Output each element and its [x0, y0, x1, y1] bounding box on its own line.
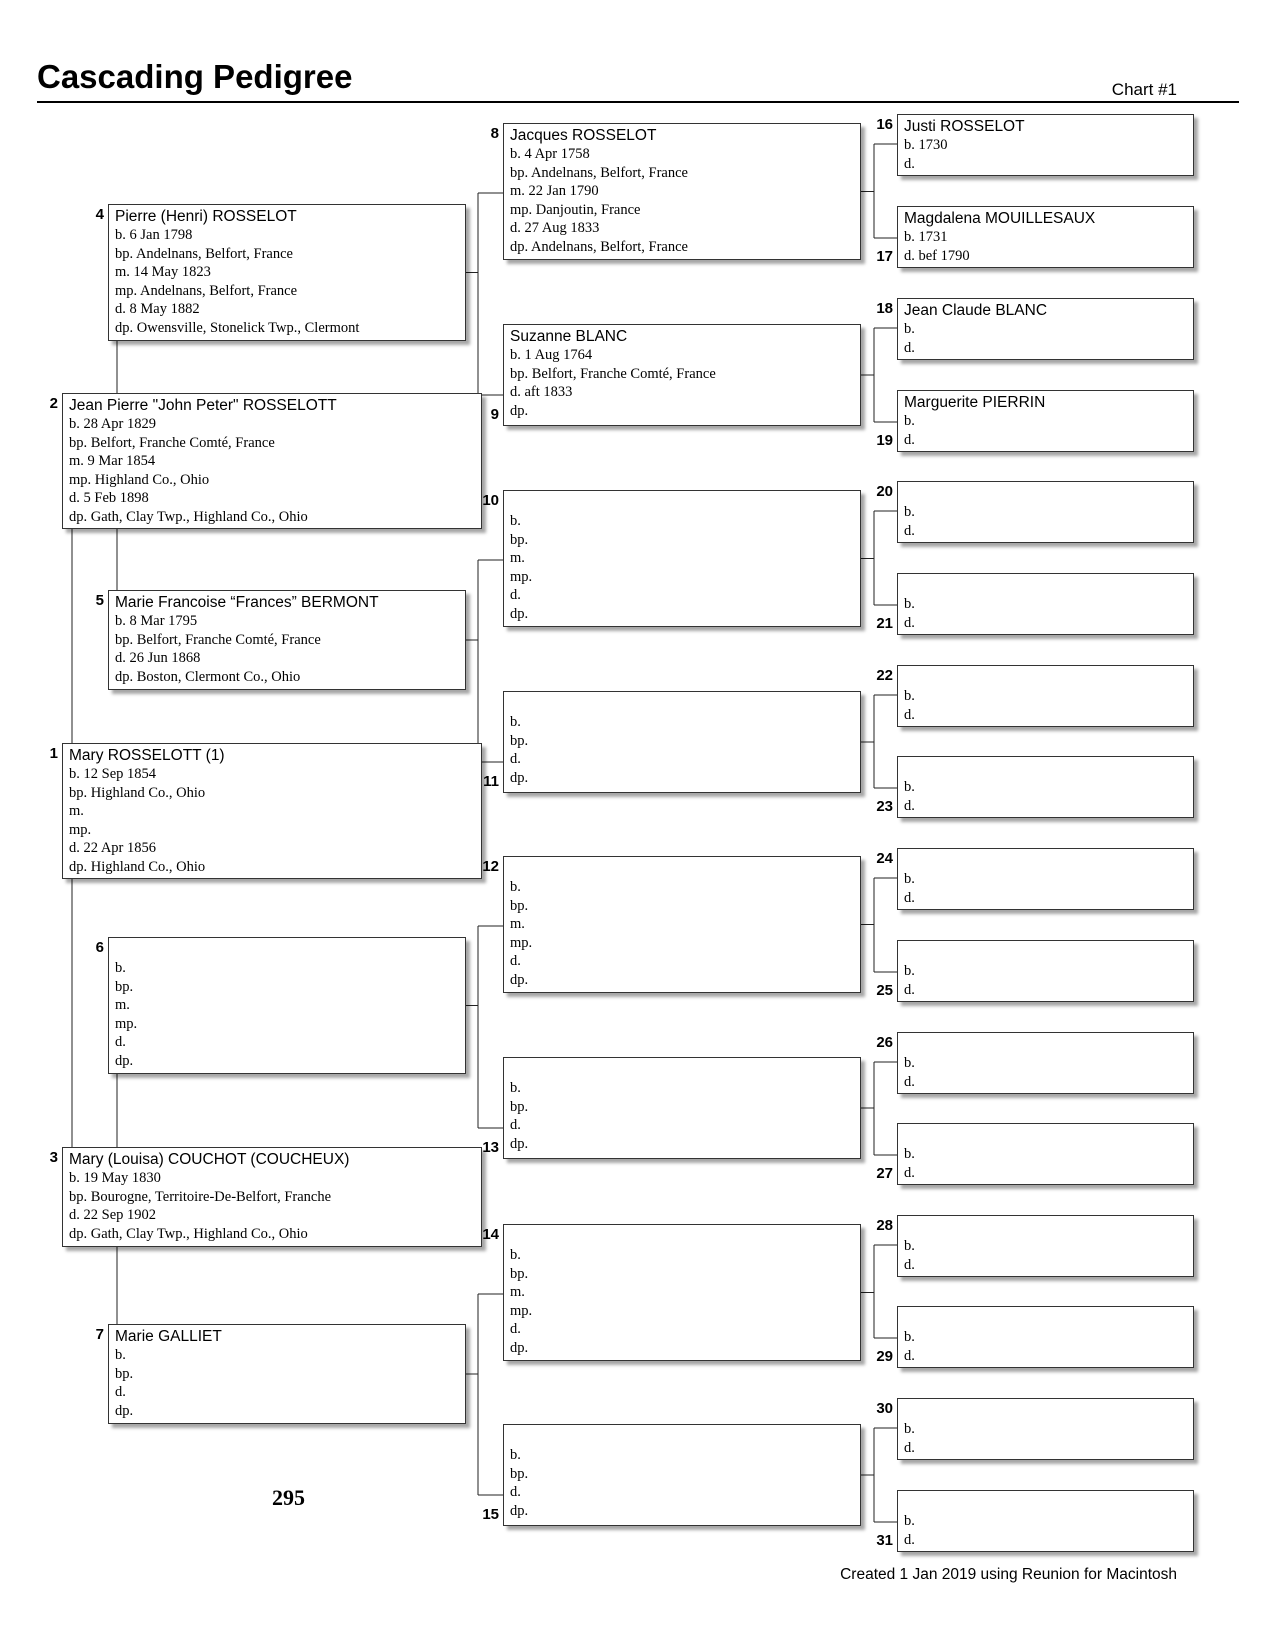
- person-fact: m.: [69, 803, 84, 820]
- person-fact: d.: [115, 1034, 126, 1051]
- person-fact: b.: [904, 779, 915, 795]
- person-fact: dp. Boston, Clermont Co., Ohio: [115, 668, 301, 685]
- person-fact: d.: [904, 1439, 915, 1456]
- person-fact: d.: [510, 1321, 521, 1338]
- person-fact: bp. Belfort, Franche Comté, France: [510, 365, 716, 382]
- person-box-14: [503, 1224, 861, 1361]
- person-fact: mp.: [115, 1015, 138, 1032]
- person-fact: bp. Highland Co., Ohio: [69, 784, 206, 801]
- person-name: Mary (Louisa) COUCHOT (COUCHEUX): [69, 1151, 350, 1168]
- person-fact: d.: [904, 797, 915, 814]
- person-fact: d.: [904, 614, 915, 631]
- person-fact: dp. Andelnans, Belfort, France: [510, 238, 688, 255]
- person-fact: d.: [510, 1484, 521, 1501]
- person-fact: b.: [115, 960, 126, 976]
- person-fact: d.: [904, 522, 915, 539]
- person-box-27: [897, 1123, 1194, 1185]
- person-box-15: [503, 1424, 861, 1526]
- person-box-7: [108, 1324, 466, 1424]
- person-number: 26: [876, 1034, 893, 1051]
- person-fact: b. 4 Apr 1758: [510, 146, 590, 162]
- person-number: 29: [876, 1348, 893, 1365]
- person-fact: dp. Highland Co., Ohio: [69, 858, 206, 875]
- person-fact: b. 1730: [904, 137, 948, 153]
- person-box-9: [503, 324, 861, 426]
- person-fact: d.: [904, 1347, 915, 1364]
- person-fact: d.: [904, 1073, 915, 1090]
- person-box-26: [897, 1032, 1194, 1094]
- person-fact: b. 6 Jan 1798: [115, 227, 193, 243]
- person-fact: bp. Bourogne, Territoire-De-Belfort, Franche: [69, 1188, 332, 1205]
- person-number: 15: [482, 1506, 499, 1523]
- person-box-21: [897, 573, 1194, 635]
- person-fact: bp. Belfort, Franche Comté, France: [69, 434, 275, 451]
- person-fact: d. 8 May 1882: [115, 301, 200, 318]
- person-box-10: [503, 490, 861, 627]
- person-fact: dp.: [510, 402, 529, 419]
- footer-credit: Created 1 Jan 2019 using Reunion for Macintosh: [840, 1566, 1177, 1583]
- person-fact: b.: [510, 879, 521, 895]
- person-fact: d.: [904, 1256, 915, 1273]
- person-fact: bp.: [510, 732, 529, 749]
- person-box-3: [62, 1147, 482, 1247]
- person-name: Jacques ROSSELOT: [510, 127, 657, 144]
- page-title: Cascading Pedigree: [37, 58, 353, 95]
- person-box-24: [897, 848, 1194, 910]
- person-fact: d.: [115, 1384, 126, 1401]
- person-name: [510, 1227, 854, 1246]
- person-fact: m.: [510, 916, 525, 933]
- person-fact: b.: [904, 871, 915, 887]
- person-box-5: [108, 590, 466, 690]
- person-fact: bp.: [510, 1465, 529, 1482]
- page-number: 295: [272, 1485, 305, 1510]
- person-fact: bp.: [510, 897, 529, 914]
- person-fact: b.: [904, 596, 915, 612]
- person-fact: dp.: [115, 1402, 134, 1419]
- person-name: [904, 668, 1187, 687]
- person-fact: bp.: [510, 531, 529, 548]
- person-box-23: [897, 756, 1194, 818]
- person-fact: bp.: [510, 1265, 529, 1282]
- person-name: [510, 694, 854, 713]
- person-number: 21: [876, 615, 893, 632]
- person-fact: b.: [510, 1247, 521, 1263]
- person-fact: d. bef 1790: [904, 247, 970, 264]
- person-name: [510, 859, 854, 878]
- person-name: [904, 576, 1187, 595]
- person-number: 18: [876, 300, 893, 317]
- person-fact: m. 9 Mar 1854: [69, 453, 156, 470]
- person-fact: mp.: [69, 821, 92, 838]
- person-fact: dp.: [510, 1135, 529, 1152]
- person-number: 20: [876, 483, 893, 500]
- person-fact: dp.: [510, 605, 529, 622]
- person-fact: m. 22 Jan 1790: [510, 183, 599, 200]
- person-fact: mp. Danjoutin, France: [510, 201, 641, 218]
- person-number: 17: [876, 248, 893, 265]
- person-name: Jean Claude BLANC: [904, 302, 1048, 319]
- person-number: 28: [876, 1217, 893, 1234]
- person-name: [904, 759, 1187, 778]
- person-box-20: [897, 481, 1194, 543]
- person-fact: d.: [510, 953, 521, 970]
- person-number: 23: [876, 798, 893, 815]
- person-name: [904, 1401, 1187, 1420]
- person-box-17: [897, 206, 1194, 268]
- person-number: 30: [876, 1400, 893, 1417]
- person-name: Mary ROSSELOTT (1): [69, 747, 225, 764]
- person-number: 6: [95, 939, 104, 956]
- person-fact: b.: [904, 1513, 915, 1529]
- person-number: 11: [483, 773, 499, 790]
- person-fact: b.: [904, 1146, 915, 1162]
- person-fact: mp.: [510, 1302, 533, 1319]
- person-name: Suzanne BLANC: [510, 328, 628, 345]
- person-box-29: [897, 1306, 1194, 1368]
- person-fact: d.: [510, 1117, 521, 1134]
- person-fact: m.: [115, 997, 130, 1014]
- person-fact: d.: [904, 889, 915, 906]
- person-fact: mp. Highland Co., Ohio: [69, 471, 210, 488]
- person-fact: b.: [510, 513, 521, 529]
- person-number: 12: [482, 858, 499, 875]
- person-name: [904, 851, 1187, 870]
- person-box-13: [503, 1057, 861, 1159]
- person-box-31: [897, 1490, 1194, 1552]
- person-box-11: [503, 691, 861, 793]
- person-fact: m.: [510, 1284, 525, 1301]
- person-box-19: [897, 390, 1194, 452]
- person-fact: b. 8 Mar 1795: [115, 613, 198, 629]
- person-name: [904, 1493, 1187, 1512]
- person-fact: b.: [904, 1329, 915, 1345]
- person-number: 9: [490, 406, 499, 423]
- person-number: 1: [49, 745, 58, 762]
- person-name: [904, 943, 1187, 962]
- person-fact: b.: [904, 504, 915, 520]
- person-fact: bp. Belfort, Franche Comté, France: [115, 631, 321, 648]
- person-number: 24: [876, 850, 893, 867]
- person-name: [510, 493, 854, 512]
- person-number: 2: [49, 395, 58, 412]
- person-fact: b. 1731: [904, 229, 948, 245]
- person-fact: d.: [510, 587, 521, 604]
- person-box-12: [503, 856, 861, 993]
- person-fact: d.: [904, 981, 915, 998]
- person-box-25: [897, 940, 1194, 1002]
- person-number: 10: [482, 492, 499, 509]
- person-name: [904, 1126, 1187, 1145]
- person-box-18: [897, 298, 1194, 360]
- person-fact: d. 22 Sep 1902: [69, 1207, 156, 1224]
- person-fact: b. 12 Sep 1854: [69, 766, 156, 782]
- person-box-1: [62, 743, 482, 879]
- person-name: [904, 484, 1187, 503]
- person-fact: dp.: [510, 1502, 529, 1519]
- person-fact: m.: [510, 550, 525, 567]
- person-fact: b.: [510, 1080, 521, 1096]
- person-number: 7: [95, 1326, 104, 1343]
- person-name: Marie GALLIET: [115, 1328, 222, 1345]
- person-fact: d. aft 1833: [510, 384, 573, 401]
- person-name: [904, 1035, 1187, 1054]
- person-fact: b.: [510, 714, 521, 730]
- person-number: 14: [482, 1226, 499, 1243]
- person-fact: dp. Gath, Clay Twp., Highland Co., Ohio: [69, 1225, 308, 1242]
- person-fact: bp.: [115, 1365, 134, 1382]
- chart-number: Chart #1: [1111, 80, 1177, 99]
- person-fact: dp.: [510, 1339, 529, 1356]
- person-number: 3: [49, 1149, 58, 1166]
- person-fact: b.: [904, 321, 915, 337]
- person-box-8: [503, 123, 861, 260]
- person-number: 25: [876, 982, 893, 999]
- person-box-4: [108, 204, 466, 341]
- person-fact: d. 26 Jun 1868: [115, 650, 201, 667]
- person-fact: bp.: [510, 1098, 529, 1115]
- person-number: 19: [876, 432, 893, 449]
- person-fact: b. 28 Apr 1829: [69, 416, 156, 432]
- person-fact: dp.: [510, 769, 529, 786]
- person-box-16: [897, 114, 1194, 176]
- person-box-6: [108, 937, 466, 1074]
- person-fact: d.: [904, 339, 915, 356]
- person-fact: m. 14 May 1823: [115, 264, 211, 281]
- person-fact: d.: [510, 751, 521, 768]
- person-name: [904, 1218, 1187, 1237]
- person-fact: mp.: [510, 934, 533, 951]
- person-fact: b.: [904, 1055, 915, 1071]
- person-fact: d. 5 Feb 1898: [69, 490, 149, 507]
- person-fact: d.: [904, 706, 915, 723]
- person-fact: d.: [904, 155, 915, 172]
- person-number: 16: [876, 116, 893, 133]
- person-fact: d.: [904, 431, 915, 448]
- person-fact: b. 19 May 1830: [69, 1170, 161, 1186]
- person-name: [510, 1427, 854, 1446]
- person-box-30: [897, 1398, 1194, 1460]
- person-fact: b.: [904, 963, 915, 979]
- person-fact: dp. Owensville, Stonelick Twp., Clermont: [115, 319, 360, 336]
- person-number: 5: [95, 592, 104, 609]
- person-number: 31: [876, 1532, 893, 1549]
- person-fact: b.: [904, 1238, 915, 1254]
- person-name: [904, 1309, 1187, 1328]
- person-fact: bp. Andelnans, Belfort, France: [115, 245, 293, 262]
- person-name: [510, 1060, 854, 1079]
- person-number: 13: [482, 1139, 499, 1156]
- person-box-22: [897, 665, 1194, 727]
- person-fact: mp. Andelnans, Belfort, France: [115, 282, 298, 299]
- person-number: 4: [95, 206, 104, 223]
- person-fact: dp.: [510, 971, 529, 988]
- person-fact: d.: [904, 1531, 915, 1548]
- person-name: Pierre (Henri) ROSSELOT: [115, 208, 297, 225]
- person-fact: b.: [904, 413, 915, 429]
- person-fact: bp.: [115, 978, 134, 995]
- person-fact: b. 1 Aug 1764: [510, 347, 593, 363]
- person-fact: mp.: [510, 568, 533, 585]
- person-fact: d. 27 Aug 1833: [510, 220, 600, 237]
- person-name: Marie Francoise “Frances” BERMONT: [115, 594, 379, 611]
- person-name: Magdalena MOUILLESAUX: [904, 210, 1096, 227]
- person-fact: bp. Andelnans, Belfort, France: [510, 164, 688, 181]
- person-fact: d.: [904, 1164, 915, 1181]
- person-name: Justi ROSSELOT: [904, 118, 1025, 135]
- person-fact: b.: [510, 1447, 521, 1463]
- person-name: Jean Pierre "John Peter" ROSSELOTT: [69, 397, 337, 414]
- person-fact: d. 22 Apr 1856: [69, 840, 156, 857]
- person-number: 27: [876, 1165, 893, 1182]
- person-fact: b.: [904, 688, 915, 704]
- person-box-2: [62, 393, 482, 529]
- person-name: Marguerite PIERRIN: [904, 394, 1046, 411]
- person-fact: dp. Gath, Clay Twp., Highland Co., Ohio: [69, 508, 308, 525]
- person-name: [115, 940, 459, 959]
- person-fact: b.: [904, 1421, 915, 1437]
- person-number: 22: [876, 667, 893, 684]
- person-fact: b.: [115, 1347, 126, 1363]
- person-fact: dp.: [115, 1052, 134, 1069]
- person-number: 8: [490, 125, 499, 142]
- person-box-28: [897, 1215, 1194, 1277]
